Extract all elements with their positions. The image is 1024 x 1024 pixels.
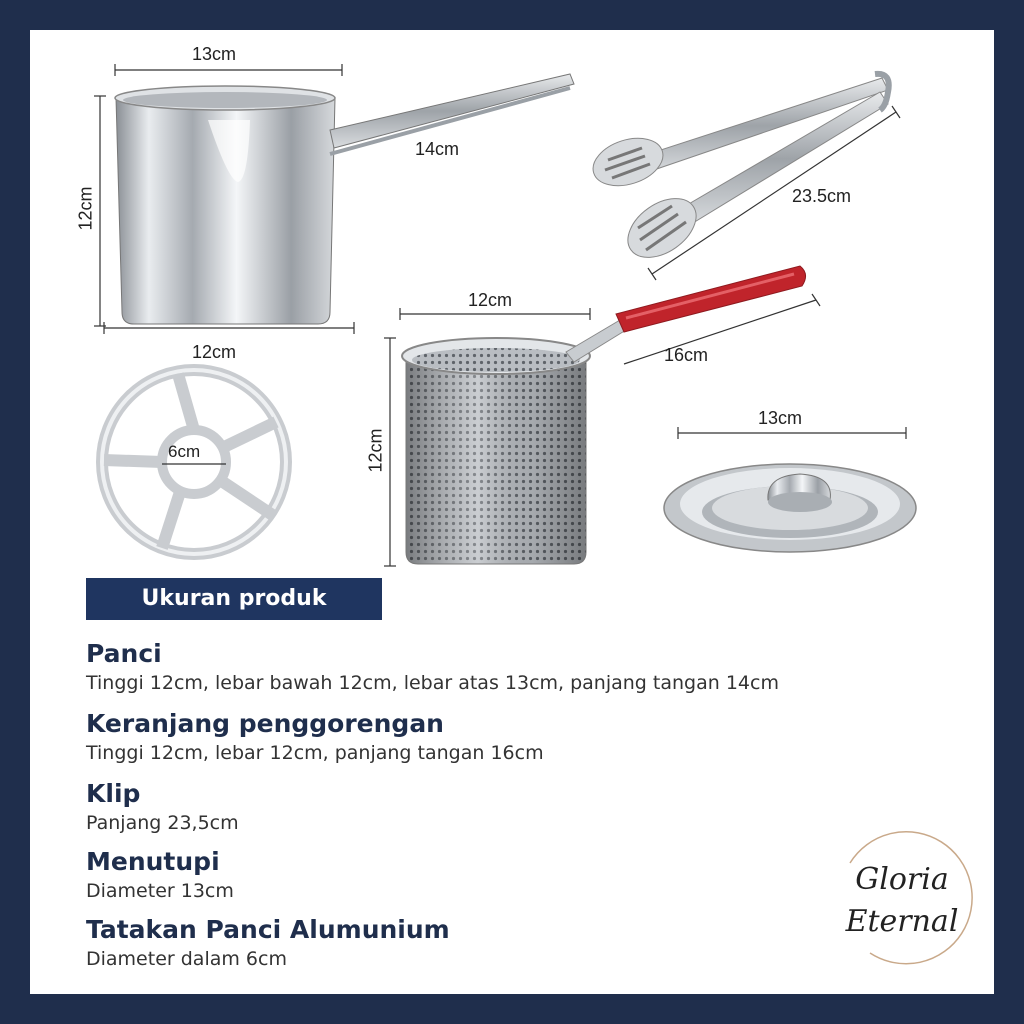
logo-line2: Eternal: [845, 904, 959, 939]
spec-desc: Diameter 13cm: [86, 880, 234, 902]
tongs: [587, 74, 889, 270]
spec-title: Menutupi: [86, 847, 220, 876]
pot-height-label: 12cm: [75, 186, 96, 231]
spec-title: Keranjang penggorengan: [86, 709, 444, 738]
spec-title: Tatakan Panci Alumunium: [86, 915, 450, 944]
brand-logo: [830, 823, 980, 973]
section-title-badge: Ukuran produk: [86, 578, 382, 620]
basket-handle-length-label: 16cm: [664, 345, 709, 365]
pot-top-width-label: 13cm: [192, 44, 237, 64]
spec-item-tatakan: [86, 914, 450, 972]
tongs-dim-line: [652, 112, 896, 274]
ring-inner-diameter-label: 6cm: [168, 442, 201, 461]
pot-ring: [102, 370, 286, 554]
pot: [115, 74, 574, 324]
spec-item-klip: [86, 778, 239, 836]
spec-title: Klip: [86, 779, 141, 808]
spec-item-panci: [86, 638, 779, 696]
spec-desc: Tinggi 12cm, lebar bawah 12cm, lebar atas 13cm, panjang tangan 14cm: [86, 672, 779, 694]
spec-title: Panci: [86, 639, 162, 668]
product-card: [30, 30, 994, 994]
logo-line1: Gloria: [855, 862, 949, 897]
pot-handle-length-label: 14cm: [415, 139, 460, 159]
tongs-length-label: 23.5cm: [792, 186, 852, 206]
basket-width-label: 12cm: [468, 290, 513, 310]
pot-bottom-width-label: 12cm: [192, 342, 237, 362]
spec-desc: Panjang 23,5cm: [86, 812, 239, 834]
basket-height-label: 12cm: [365, 428, 386, 473]
lid-diameter-label: 13cm: [758, 408, 803, 428]
spec-desc: Diameter dalam 6cm: [86, 948, 287, 970]
lid: [664, 464, 916, 552]
spec-desc: Tinggi 12cm, lebar 12cm, panjang tangan 16cm: [86, 742, 544, 764]
spec-item-keranjang: [86, 708, 544, 766]
spec-item-menutupi: [86, 846, 234, 904]
